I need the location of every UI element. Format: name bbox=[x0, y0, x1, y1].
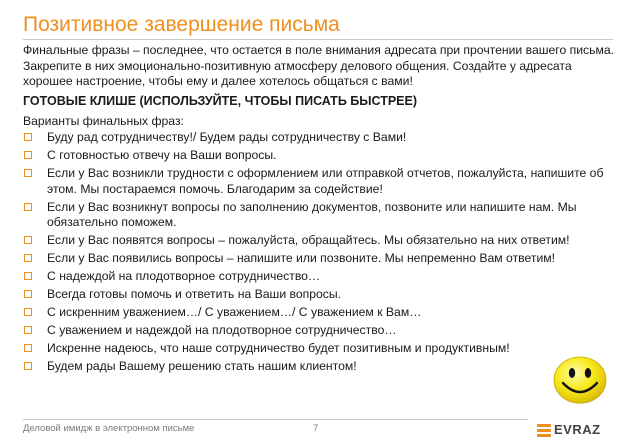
phrase-text: С надеждой на плодотворное сотрудничество… bbox=[47, 269, 321, 284]
smiley-icon bbox=[551, 354, 609, 406]
phrase-item bbox=[23, 200, 618, 231]
phrase-text: Всегда готовы помочь и ответить на Ваши вопросы. bbox=[47, 287, 342, 302]
phrase-list bbox=[23, 130, 618, 377]
phrase-item bbox=[23, 359, 618, 375]
phrase-item bbox=[23, 148, 618, 164]
checkbox-icon bbox=[24, 308, 32, 316]
slide-title: Позитивное завершение письма bbox=[23, 13, 340, 36]
logo-text: EVRAZ bbox=[554, 422, 601, 437]
variants-label: Варианты финальных фраз: bbox=[23, 114, 184, 128]
evraz-logo bbox=[537, 423, 601, 437]
phrase-item bbox=[23, 251, 618, 267]
phrase-item bbox=[23, 233, 618, 249]
phrase-text: С готовностью отвечу на Ваши вопросы. bbox=[47, 147, 277, 162]
footer-title: Деловой имидж в электронном письме bbox=[23, 423, 195, 434]
footer-divider bbox=[23, 419, 528, 420]
checkbox-icon bbox=[24, 290, 32, 298]
phrase-text: Искренне надеюсь, что наше сотрудничество будет позитивным и продуктивным! bbox=[47, 341, 510, 356]
phrase-item bbox=[23, 341, 618, 357]
phrase-item bbox=[23, 287, 618, 303]
checkbox-icon bbox=[24, 362, 32, 370]
checkbox-icon bbox=[24, 169, 32, 177]
intro-paragraph: Финальные фразы – последнее, что остается в поле внимания адресата при прочтении вашего письма. Закрепите в них эмоционально-позитивную атмосферу делового общения. Создайте у адресата хорошее настроение, чтобы ему и далее хотелось общаться с вами! bbox=[23, 43, 615, 89]
checkbox-icon bbox=[24, 326, 32, 334]
phrase-text: Если у Вас появятся вопросы – пожалуйста, обращайтесь. Мы обязательно на них ответим! bbox=[47, 233, 570, 248]
phrase-text: Если у Вас возникли трудности с оформлением или отправкой отчетов, пожалуйста, напишите об этом. Мы постараемся помочь. Благодарим за содействие! bbox=[47, 165, 604, 196]
checkbox-icon bbox=[24, 272, 32, 280]
phrase-text: Если у Вас возникнут вопросы по заполнению документов, позвоните или напишите нам. Мы обязательно поможем. bbox=[47, 199, 577, 230]
section-heading: ГОТОВЫЕ КЛИШЕ (ИСПОЛЬЗУЙТЕ, ЧТОБЫ ПИСАТЬ БЫСТРЕЕ) bbox=[23, 94, 418, 108]
phrase-item bbox=[23, 130, 618, 146]
phrase-text: Буду рад сотрудничеству!/ Будем рады сотрудничеству с Вами! bbox=[47, 130, 407, 144]
checkbox-icon bbox=[24, 151, 32, 159]
phrase-text: Будем рады Вашему решению стать нашим клиентом! bbox=[47, 359, 357, 374]
phrase-item bbox=[23, 305, 618, 321]
evraz-logo-mark-icon bbox=[537, 424, 551, 437]
title-divider bbox=[23, 39, 613, 40]
phrase-item bbox=[23, 269, 618, 285]
phrase-text: Если у Вас появились вопросы – напишите или позвоните. Мы непременно Вам ответим! bbox=[47, 251, 556, 266]
phrase-text: С уважением и надеждой на плодотворное сотрудничество… bbox=[47, 323, 397, 338]
phrase-text: С искренним уважением…/ С уважением…/ С уважением к Вам… bbox=[47, 305, 422, 320]
checkbox-icon bbox=[24, 344, 32, 352]
phrase-item bbox=[23, 323, 618, 339]
checkbox-icon bbox=[24, 133, 32, 141]
checkbox-icon bbox=[24, 254, 32, 262]
page-number: 7 bbox=[313, 423, 319, 434]
checkbox-icon bbox=[24, 236, 32, 244]
checkbox-icon bbox=[24, 203, 32, 211]
phrase-item bbox=[23, 166, 618, 197]
